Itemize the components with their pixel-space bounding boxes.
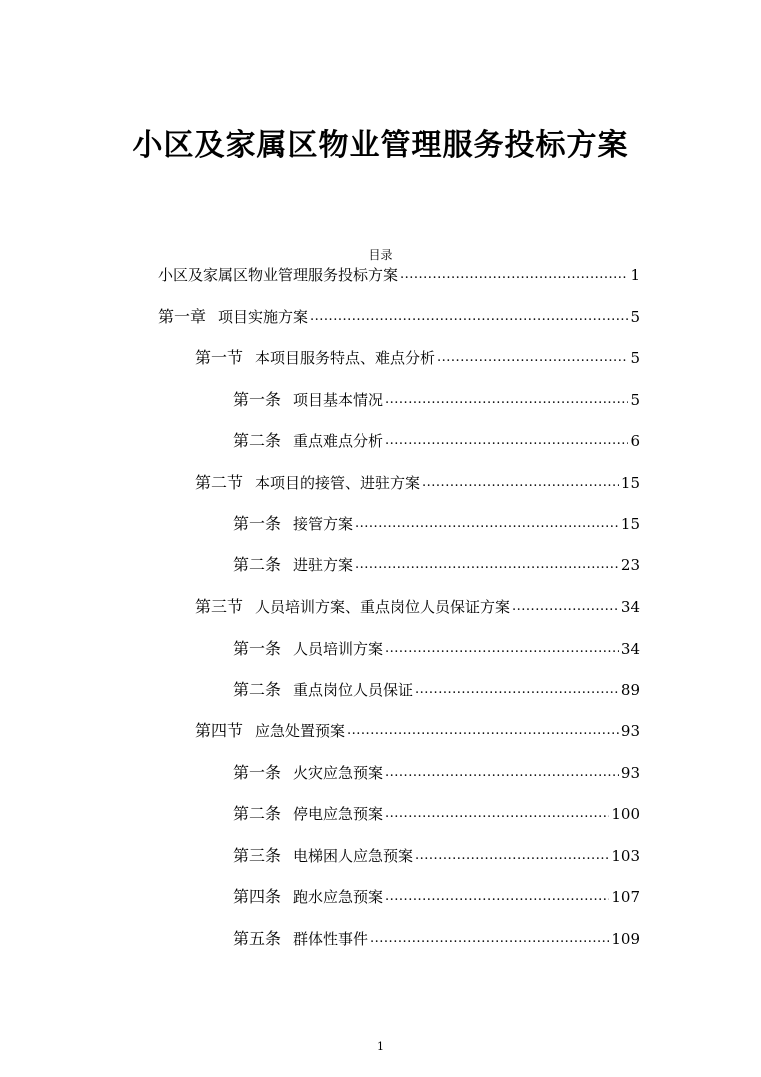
toc-leader-dots [422,472,619,494]
toc-entry-text: 本项目服务特点、难点分析 [255,349,436,367]
toc-entry-section-2[interactable] [195,470,640,494]
toc-entry-text: 接管方案 [293,515,354,533]
toc-entry-text: 重点难点分析 [293,432,384,450]
toc-leader-dots [385,762,619,784]
toc-leader-dots [512,596,619,618]
toc-entry-article[interactable] [233,884,640,908]
toc-entry-number: 第三节 [195,597,244,616]
toc-entry-page: 34 [620,598,640,616]
toc-leader-dots [437,347,628,369]
toc-entry-chapter-1[interactable] [158,304,640,328]
toc-entry-page: 15 [620,474,640,492]
toc-leader-dots [385,803,609,825]
toc-entry-text: 小区及家属区物业管理服务投标方案 [158,266,399,284]
toc-entry-article[interactable] [233,552,640,576]
toc-entry-number: 第五条 [233,929,282,948]
page-number: 1 [377,1040,384,1053]
toc-entry-number: 第一节 [195,348,244,367]
toc-entry-number: 第四节 [195,721,244,740]
toc-entry-text: 人员培训方案 [293,640,384,658]
toc-entry-page: 107 [611,888,640,906]
toc-leader-dots [385,638,619,660]
toc-leader-dots [385,389,628,411]
toc-entry-page: 34 [620,640,640,658]
toc-entry-page: 93 [620,764,640,782]
toc-leader-dots [385,430,628,452]
toc-entry-article[interactable] [233,843,640,867]
toc-leader-dots [415,845,609,867]
toc-entry-article[interactable] [233,387,640,411]
toc-leader-dots [355,554,619,576]
toc-entry-page: 93 [620,722,640,740]
toc-entry-page: 15 [620,515,640,533]
toc-leader-dots [415,679,619,701]
toc-leader-dots [400,264,628,286]
toc-entry-text: 人员培训方案、重点岗位人员保证方案 [255,598,511,616]
toc-entry-article[interactable] [233,511,640,535]
toc-entry-number: 第一章 [158,307,207,326]
toc-entry-page: 100 [611,805,640,823]
toc-entry-number: 第一条 [233,514,282,533]
toc-entry-article[interactable] [233,760,640,784]
toc-entry-text: 项目实施方案 [218,308,309,326]
toc-entry-text: 群体性事件 [293,930,369,948]
toc-entry-number: 第二条 [233,555,282,574]
toc-entry-number: 第二节 [195,473,244,492]
toc-heading: 目录 [368,248,393,262]
toc-entry-text: 跑水应急预案 [293,888,384,906]
toc-entry-number: 第二条 [233,804,282,823]
toc-entry-number: 第一条 [233,639,282,658]
toc-entry-text: 重点岗位人员保证 [293,681,414,699]
toc-entry-text: 电梯困人应急预案 [293,847,414,865]
toc-entry-page: 23 [620,556,640,574]
toc-entry-number: 第二条 [233,431,282,450]
toc-entry-section-1[interactable] [195,345,640,369]
toc-entry-text: 进驻方案 [293,556,354,574]
toc-entry-page: 89 [620,681,640,699]
document-title: 小区及家属区物业管理服务投标方案 [132,128,629,163]
toc-entry-page: 1 [630,266,640,284]
toc-entry-number: 第一条 [233,763,282,782]
toc-leader-dots [385,886,609,908]
toc-entry-text: 项目基本情况 [293,391,384,409]
toc-entry-article[interactable] [233,428,640,452]
toc-entry-text: 火灾应急预案 [293,764,384,782]
toc-entry-page: 5 [630,391,640,409]
toc-entry-number: 第三条 [233,846,282,865]
toc-entry-page: 5 [630,308,640,326]
toc-entry-article[interactable] [233,801,640,825]
toc-entry-article[interactable] [233,926,640,950]
toc-entry-section-4[interactable] [195,718,640,742]
toc-leader-dots [347,720,619,742]
toc-entry-text: 应急处置预案 [255,722,346,740]
toc-entry-text: 停电应急预案 [293,805,384,823]
toc-entry-article[interactable] [233,677,640,701]
toc-entry-page: 103 [611,847,640,865]
toc-entry-text: 本项目的接管、进驻方案 [255,474,421,492]
toc-entry-section-3[interactable] [195,594,640,618]
toc-entry-page: 5 [630,349,640,367]
toc-entry-number: 第一条 [233,390,282,409]
toc-leader-dots [370,928,609,950]
toc-entry-article[interactable] [233,636,640,660]
toc-leader-dots [310,306,628,328]
toc-leader-dots [355,513,619,535]
toc-entry-number: 第四条 [233,887,282,906]
toc-entry-page: 6 [630,432,640,450]
toc-entry-page: 109 [611,930,640,948]
toc-entry-title[interactable] [158,262,640,286]
toc-entry-number: 第二条 [233,680,282,699]
